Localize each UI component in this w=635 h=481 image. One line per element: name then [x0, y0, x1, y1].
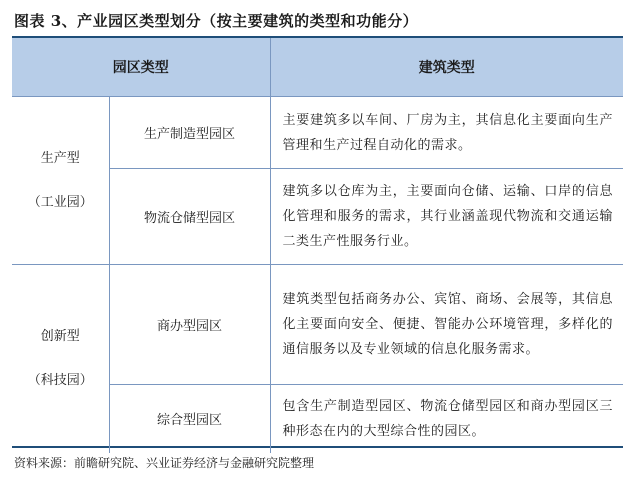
- category-note: （工业园）: [27, 194, 93, 210]
- zone-description-cell: 建筑多以仓库为主，主要面向仓储、运输、口岸的信息化管理和服务的需求，其行业涵盖现代物流和交通运输二类生产性服务行业。: [270, 169, 623, 265]
- zone-name-cell: 生产制造型园区: [109, 97, 270, 169]
- category-name: 生产型: [40, 150, 80, 166]
- table-caption: 图表 3、产业园区类型划分（按主要建筑的类型和功能分）: [14, 12, 419, 30]
- zone-name-cell: 综合型园区: [109, 385, 270, 453]
- zone-name-cell: 商办型园区: [109, 265, 270, 385]
- zone-name-cell: 物流仓储型园区: [109, 169, 270, 265]
- zone-description-cell: 包含生产制造型园区、物流仓储型园区和商办型园区三种形态在内的大型综合性的园区。: [270, 385, 623, 453]
- table-row: [12, 265, 623, 385]
- category-cell-production: [12, 97, 109, 265]
- source-note: 资料来源：前瞻研究院、兴业证券经济与金融研究院整理: [14, 456, 315, 470]
- zone-description-cell: 主要建筑多以车间、厂房为主，其信息化主要面向生产管理和生产过程自动化的需求。: [270, 97, 623, 169]
- zone-description-cell: 建筑类型包括商务办公、宾馆、商场、会展等，其信息化主要面向安全、便捷、智能办公环境管理，多样化的通信服务以及专业领域的信息化服务需求。: [270, 265, 623, 385]
- category-cell-innovation: [12, 265, 109, 453]
- header-building-type: 建筑类型: [270, 38, 623, 97]
- park-type-table: [12, 36, 623, 448]
- category-note: （科技园）: [27, 372, 93, 388]
- header-zone-type: 园区类型: [12, 38, 270, 97]
- category-name: 创新型: [40, 328, 80, 344]
- table-header-row: [12, 38, 623, 97]
- table-row: [12, 97, 623, 169]
